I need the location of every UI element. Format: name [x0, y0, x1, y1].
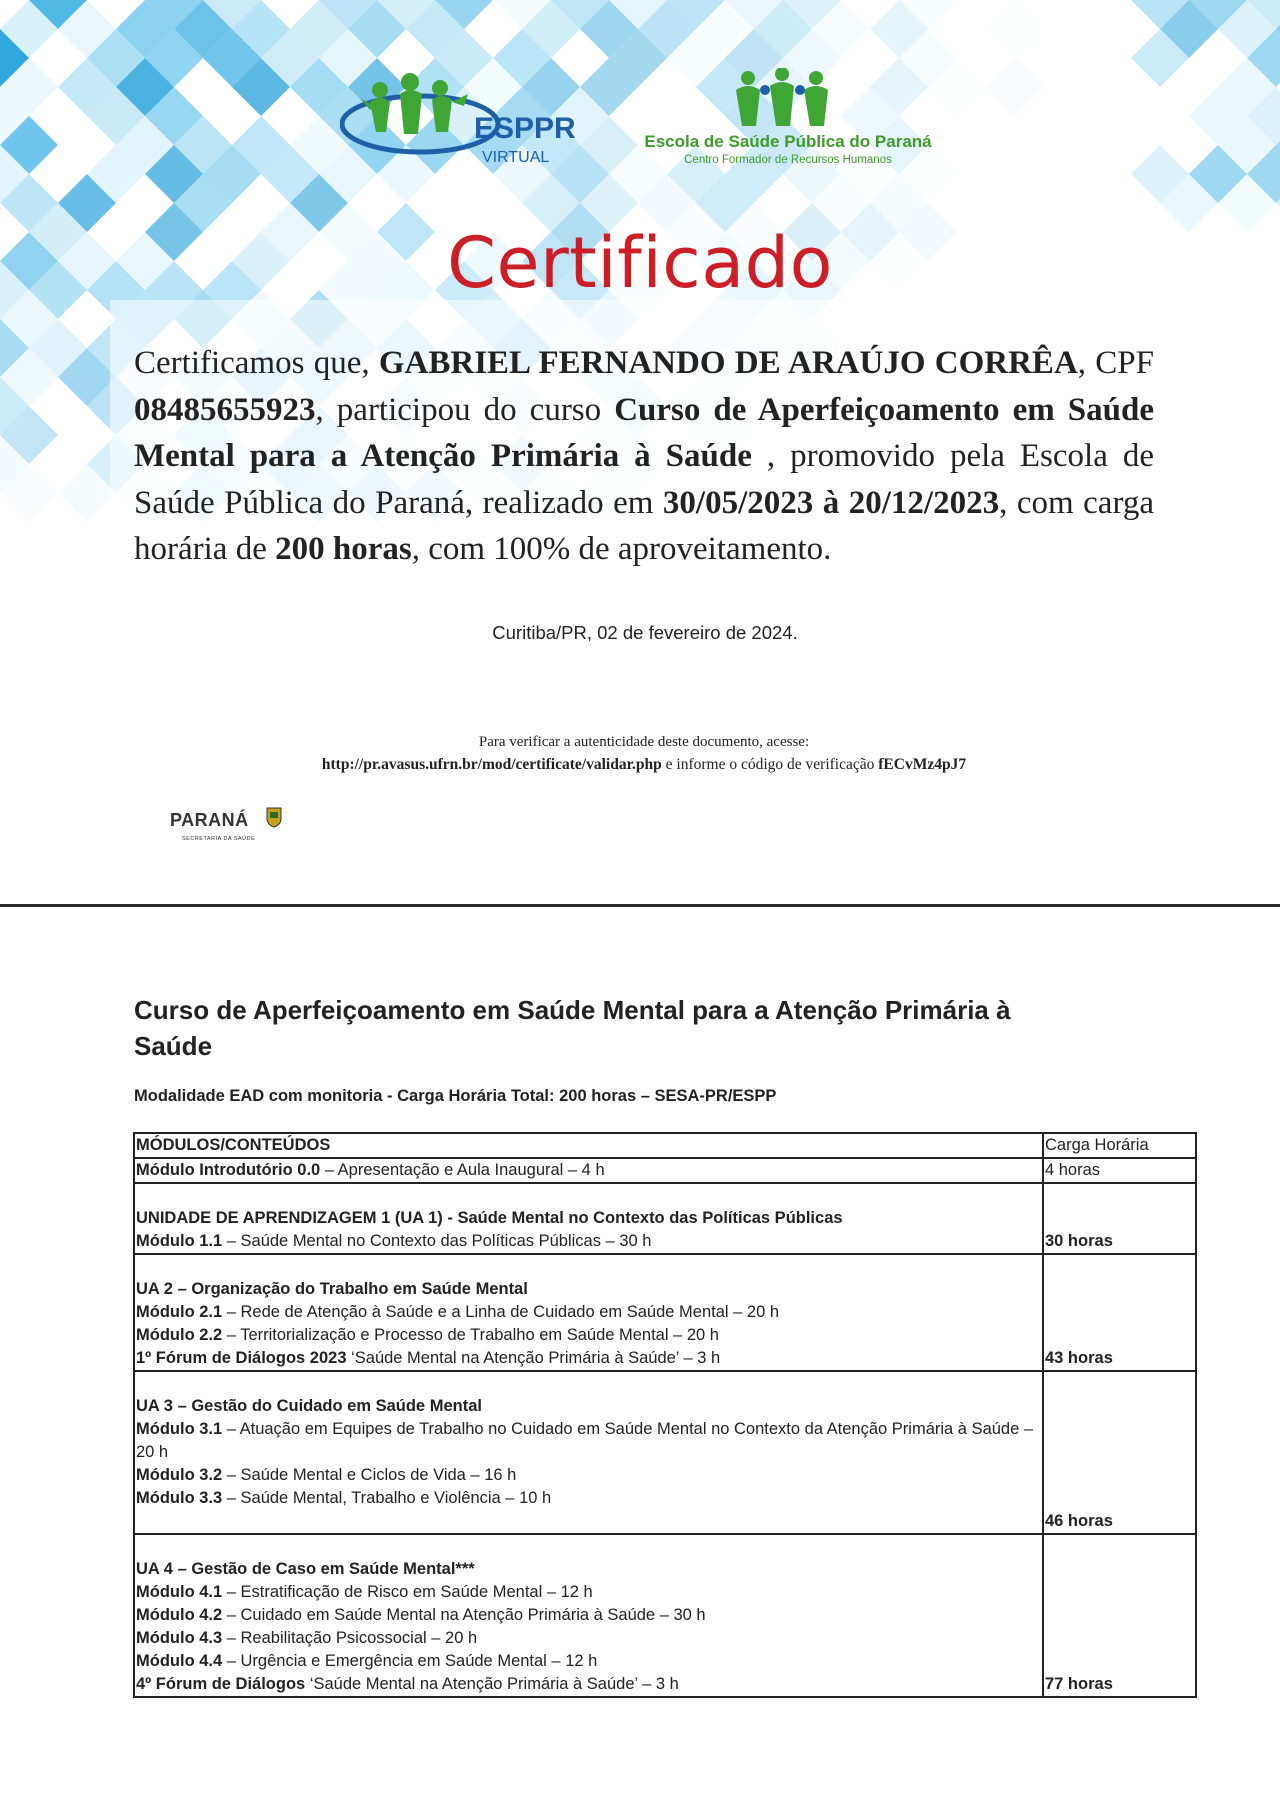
statement-text: , participou do curso: [315, 391, 615, 428]
module-label: UA 3 – Gestão do Cuidado em Saúde Mental: [136, 1397, 482, 1415]
verification-url[interactable]: http://pr.avasus.ufrn.br/mod/certificate/validar.php: [321, 756, 662, 773]
table-header-row: [134, 1133, 1196, 1158]
module-line: [136, 1604, 1042, 1627]
module-line: [136, 1324, 1042, 1347]
module-description: ‘Saúde Mental na Atenção Primária à Saúde’ – 3 h: [346, 1349, 721, 1367]
module-label: Módulo Introdutório 0.0: [136, 1161, 321, 1179]
course-name: Curso de Aperfeiçoamento em Saúde Mental para a Atenção Primária à Saúde: [134, 391, 1154, 474]
module-description: – Estratificação de Risco em Saúde Mental – 12 h: [222, 1583, 593, 1601]
verification-text: e informe o código de verificação: [661, 756, 879, 773]
statement-text: , com carga horária de: [134, 484, 1154, 567]
module-label: Módulo 4.3: [136, 1629, 223, 1647]
verification-line: [0, 756, 1280, 774]
hours-cell: 46 horas: [1043, 1371, 1196, 1534]
parana-government-logo: [170, 804, 285, 850]
esp-subtitle: Centro Formador de Recursos Humanos: [684, 154, 892, 166]
module-label: Módulo 4.1: [136, 1583, 223, 1601]
module-line: [136, 1207, 1042, 1230]
module-line: [136, 1627, 1042, 1650]
certificate-title: Certificado: [447, 222, 833, 304]
module-description: – Territorialização e Processo de Trabalho em Saúde Mental – 20 h: [222, 1326, 719, 1344]
module-line: [136, 1581, 1042, 1604]
module-cell: [134, 1158, 1043, 1183]
module-line: [136, 1418, 1042, 1464]
module-line: [136, 1301, 1042, 1324]
module-line: [136, 1673, 1042, 1696]
modules-table: [133, 1132, 1197, 1698]
module-description: – Urgência e Emergência em Saúde Mental – 12 h: [222, 1652, 598, 1670]
module-description: ‘Saúde Mental na Atenção Primária à Saúde’ – 3 h: [305, 1675, 679, 1693]
mosaic-tile: [986, 58, 1044, 116]
hours-cell: 43 horas: [1043, 1254, 1196, 1371]
certificate-date: Curitiba/PR, 02 de fevereiro de 2024.: [492, 622, 798, 643]
module-label: Módulo 3.1: [136, 1420, 223, 1438]
table-row: [134, 1158, 1196, 1183]
course-hours: 200 horas: [275, 531, 412, 567]
table-row: [134, 1371, 1196, 1534]
module-line: [136, 1278, 1042, 1301]
table-row: [134, 1254, 1196, 1371]
module-cell: [134, 1254, 1043, 1371]
verification-instructions: Para verificar a autenticidade deste documento, acesse:: [478, 734, 810, 750]
module-line: [136, 1464, 1042, 1487]
module-label: Módulo 3.2: [136, 1466, 223, 1484]
parana-name: PARANÁ: [170, 810, 249, 830]
module-label: Módulo 1.1: [136, 1232, 223, 1250]
module-line: [136, 1159, 1042, 1182]
esppr-name: ESPPR: [474, 112, 576, 145]
module-label: Módulo 2.2: [136, 1326, 223, 1344]
certificate-statement: [134, 340, 1154, 573]
module-label: UA 4 – Gestão de Caso em Saúde Mental***: [136, 1560, 475, 1578]
module-line: [136, 1230, 1042, 1253]
esp-parana-logo: [630, 68, 940, 178]
module-description: – Cuidado em Saúde Mental na Atenção Primária à Saúde – 30 h: [222, 1606, 706, 1624]
module-description: – Apresentação e Aula Inaugural – 4 h: [320, 1161, 605, 1179]
module-label: Módulo 3.3: [136, 1489, 223, 1507]
parana-coat-of-arms-icon: [266, 806, 282, 828]
module-label: UNIDADE DE APRENDIZAGEM 1 (UA 1) - Saúde Mental no Contexto das Políticas Públicas: [136, 1209, 843, 1227]
statement-text: , CPF: [1077, 345, 1155, 381]
table-row: [134, 1183, 1196, 1254]
hours-cell: 4 horas: [1043, 1158, 1196, 1183]
statement-text: Certificamos que,: [134, 345, 379, 381]
parana-subtitle: SECRETARIA DA SAÚDE: [182, 836, 256, 842]
statement-text: , com 100% de aproveitamento.: [411, 531, 832, 567]
module-line: [136, 1395, 1042, 1418]
hours-cell: 77 horas: [1043, 1534, 1196, 1697]
hours-cell: 30 horas: [1043, 1183, 1196, 1254]
recipient-cpf: 08485655923: [134, 391, 316, 428]
verification-code: fECvMz4pJ7: [878, 756, 967, 773]
module-cell: [134, 1371, 1043, 1534]
esppr-virtual-logo: [340, 72, 590, 172]
esppr-sub: VIRTUAL: [482, 149, 550, 166]
module-label: 1º Fórum de Diálogos 2023: [136, 1349, 347, 1367]
module-description: – Saúde Mental, Trabalho e Violência – 10 h: [222, 1489, 552, 1507]
header-modules: MÓDULOS/CONTEÚDOS: [134, 1133, 1043, 1158]
module-description: – Rede de Atenção à Saúde e a Linha de Cuidado em Saúde Mental – 20 h: [222, 1303, 780, 1321]
module-cell: [134, 1183, 1043, 1254]
statement-text: , promovido pela Escola de Saúde Pública do Paraná, realizado em: [134, 438, 1154, 521]
module-description: – Reabilitação Psicossocial – 20 h: [222, 1629, 478, 1647]
module-line: [136, 1558, 1042, 1581]
page-separator: [0, 904, 1280, 907]
header-hours: Carga Horária: [1043, 1133, 1196, 1158]
course-title: Curso de Aperfeiçoamento em Saúde Mental para a Atenção Primária à Saúde: [134, 995, 1011, 1061]
module-line: [136, 1487, 1042, 1510]
table-row: [134, 1534, 1196, 1697]
course-period: 30/05/2023 à 20/12/2023: [662, 484, 1000, 521]
module-label: Módulo 4.2: [136, 1606, 223, 1624]
esp-name: Escola de Saúde Pública do Paraná: [644, 132, 932, 151]
module-label: UA 2 – Organização do Trabalho em Saúde Mental: [136, 1280, 528, 1298]
module-description: – Saúde Mental no Contexto das Políticas Públicas – 30 h: [222, 1232, 652, 1250]
module-description: – Atuação em Equipes de Trabalho no Cuidado em Saúde Mental no Contexto da Atenção Primária à Saúde – 20 h: [136, 1420, 1034, 1461]
module-label: Módulo 2.1: [136, 1303, 223, 1321]
module-description: – Saúde Mental e Ciclos de Vida – 16 h: [222, 1466, 517, 1484]
mosaic-tile: [986, 0, 1044, 58]
module-line: [136, 1650, 1042, 1673]
module-label: Módulo 4.4: [136, 1652, 223, 1670]
certificate-page: [0, 0, 1280, 905]
course-modality: Modalidade EAD com monitoria - Carga Horária Total: 200 horas – SESA-PR/ESPP: [134, 1087, 777, 1105]
recipient-name: GABRIEL FERNANDO DE ARAÚJO CORRÊA: [378, 345, 1078, 381]
module-label: 4º Fórum de Diálogos: [136, 1675, 306, 1693]
module-cell: [134, 1534, 1043, 1697]
module-line: [136, 1347, 1042, 1370]
